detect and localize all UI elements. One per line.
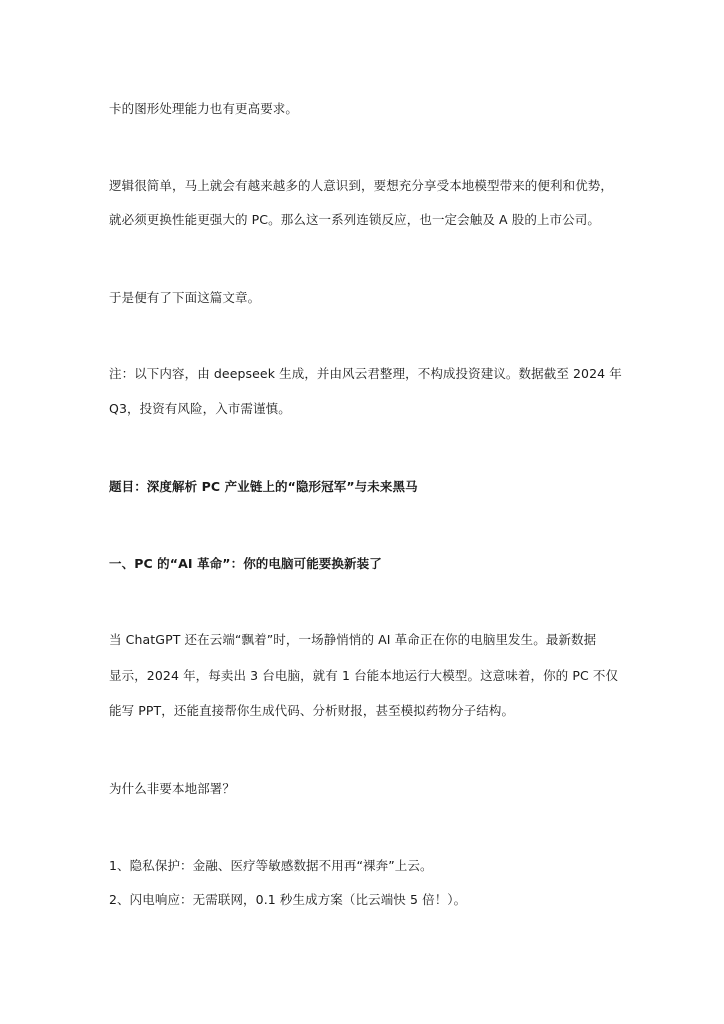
section-heading: 一、PC 的“AI 革命”：你的电脑可能要换新装了 (109, 556, 382, 571)
paragraph-line: 就必须更换性能更强大的 PC。那么这一系列连锁反应，也一定会触及 A 股的上市公司。 (109, 212, 600, 227)
paragraph-line: 当 ChatGPT 还在云端“飘着”时，一场静悄悄的 AI 革命正在你的电脑里发生。最新数据 (109, 632, 597, 647)
article-title: 题目：深度解析 PC 产业链上的“隐形冠军”与未来黑马 (109, 479, 418, 494)
list-item: 1、隐私保护：金融、医疗等敏感数据不用再“裸奔”上云。 (109, 858, 433, 873)
paragraph-line: 注：以下内容，由 deepseek 生成，并由风云君整理，不构成投资建议。数据截至 2024 年 (109, 366, 622, 381)
list-item: 2、闪电响应：无需联网，0.1 秒生成方案（比云端快 5 倍！）。 (109, 892, 467, 907)
paragraph-line: 为什么非要本地部署？ (109, 781, 236, 796)
paragraph-line: 逻辑很简单，马上就会有越来越多的人意识到，要想充分享受本地模型带来的便利和优势， (109, 178, 614, 193)
paragraph-line: Q3，投资有风险，入市需谨慎。 (109, 401, 291, 416)
paragraph-line: 显示，2024 年，每卖出 3 台电脑，就有 1 台能本地运行大模型。这意味着，你的 PC 不仅 (109, 668, 619, 683)
paragraph-line: 于是便有了下面这篇文章。 (109, 290, 261, 305)
paragraph-line: 能写 PPT，还能直接帮你生成代码、分析财报，甚至模拟药物分子结构。 (109, 703, 515, 718)
paragraph-line: 卡的图形处理能力也有更高要求。 (109, 101, 299, 116)
